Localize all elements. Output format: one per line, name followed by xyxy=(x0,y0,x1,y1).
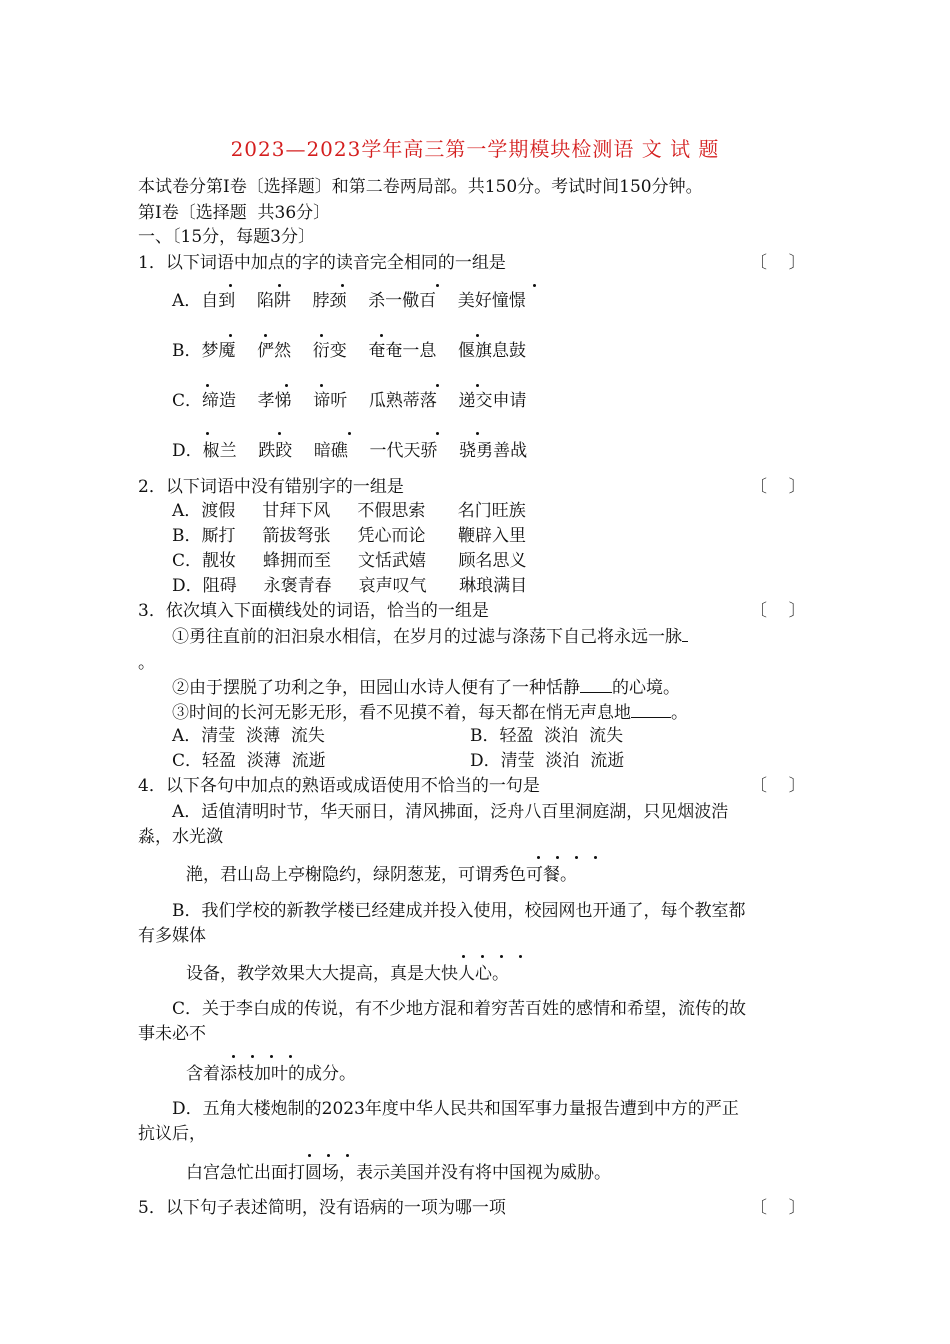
emphasis-dot xyxy=(232,1055,235,1058)
q4-option-d-line1: D．五角大楼炮制的2023年度中华人民共和国军事力量报告遭到中方的严正 xyxy=(172,1099,739,1119)
emphasis-dot xyxy=(575,856,578,859)
emphasis-dot xyxy=(500,955,503,958)
emphasis-dot xyxy=(270,1055,273,1058)
emphasis-dot xyxy=(476,432,479,435)
emphasis-dot xyxy=(533,284,536,287)
answer-bracket: 〔 〕 xyxy=(750,1198,806,1218)
q3-sentence-2-pre: ②由于摆脱了功利之争，田园山水诗人便有了一种恬静 xyxy=(172,678,580,698)
emphasis-dot xyxy=(380,334,383,337)
q3-sentence-1-text: ①勇往直前的汩汩泉水相信，在岁月的过滤与涤荡下自己将永远一脉 xyxy=(172,627,682,647)
answer-bracket: 〔 〕 xyxy=(750,253,806,273)
fill-blank xyxy=(631,701,671,718)
emphasis-dot xyxy=(341,284,344,287)
q1-option-d: D．椒兰 跌跤 暗礁 一代天骄 骁勇善战 xyxy=(172,441,528,461)
emphasis-dot xyxy=(537,856,540,859)
q3-sentence-2-post: 的心境。 xyxy=(612,678,680,698)
q3-sentence-3 xyxy=(172,701,688,724)
q3-sentence-2 xyxy=(172,676,680,699)
q2-option-d: D．阻碍 永褒青春 哀声叹气 琳琅满目 xyxy=(172,576,528,596)
emphasis-dot xyxy=(206,384,209,387)
emphasis-dot xyxy=(462,955,465,958)
question-2-stem: 2．以下词语中没有错别字的一组是 xyxy=(138,477,404,497)
emphasis-dot xyxy=(476,334,479,337)
emphasis-dot xyxy=(327,1154,330,1157)
q4-option-d-line3: 白宫急忙出面打圆场，表示美国并没有将中国视为威胁。 xyxy=(186,1163,611,1183)
q4-option-c-line2: 事未必不 xyxy=(138,1024,206,1044)
emphasis-dot xyxy=(289,1055,292,1058)
q3-sentence-1-end: 。 xyxy=(138,653,155,673)
emphasis-dot xyxy=(556,856,559,859)
q1-option-b: B．梦魇 俨然 衍变 奄奄一息 偃旗息鼓 xyxy=(172,341,526,361)
emphasis-dot xyxy=(519,955,522,958)
q3-sentence-3-pre: ③时间的长河无影无形，看不见摸不着，每天都在悄无声息地 xyxy=(172,703,631,723)
answer-bracket: 〔 〕 xyxy=(750,477,806,497)
fill-blank xyxy=(580,676,612,693)
emphasis-dot xyxy=(476,384,479,387)
q4-option-c-line3: 含着添枝加叶的成分。 xyxy=(186,1064,356,1084)
emphasis-dot xyxy=(206,432,209,435)
emphasis-dot xyxy=(264,334,267,337)
emphasis-dot xyxy=(436,384,439,387)
emphasis-dot xyxy=(436,284,439,287)
section-heading: 一、〔15分，每题3分〕 xyxy=(138,227,315,247)
q2-option-b: B．厮打 箭拔弩张 凭心而论 鞭辟入里 xyxy=(172,526,526,546)
q4-option-a-line2: 淼，水光潋 xyxy=(138,827,223,847)
q3-sentence-1 xyxy=(172,625,688,648)
q4-option-b-line3: 设备，教学效果大大提高，真是大快人心。 xyxy=(186,964,509,984)
q3-option-c: C．轻盈 淡薄 流逝 xyxy=(172,751,326,771)
emphasis-dot xyxy=(346,1154,349,1157)
exam-title: 2023—2023学年高三第一学期模块检测语 文 试 题 xyxy=(230,137,720,161)
emphasis-dot xyxy=(436,432,439,435)
emphasis-dot xyxy=(348,432,351,435)
emphasis-dot xyxy=(481,955,484,958)
emphasis-dot xyxy=(285,384,288,387)
q2-option-a: A．渡假 甘拜下风 不假思索 名门旺族 xyxy=(172,501,526,521)
answer-bracket: 〔 〕 xyxy=(750,601,806,621)
emphasis-dot xyxy=(229,334,232,337)
intro-text: 本试卷分第I卷〔选择题〕和第二卷两局部。共150分。考试时间150分钟。 xyxy=(138,177,703,197)
q4-option-a-line3: 滟，君山岛上亭榭隐约，绿阴葱茏，可谓秀色可餐。 xyxy=(186,865,577,885)
emphasis-dot xyxy=(594,856,597,859)
emphasis-dot xyxy=(308,1154,311,1157)
q2-option-c: C．靓妆 蜂拥而至 文恬武嬉 顾名思义 xyxy=(172,551,527,571)
fill-blank xyxy=(682,625,688,642)
question-5-stem: 5．以下句子表述简明，没有语病的一项为哪一项 xyxy=(138,1198,506,1218)
q3-sentence-3-post: 。 xyxy=(671,703,688,723)
part-one-heading: 第I卷〔选择题 共36分〕 xyxy=(138,203,331,223)
q3-option-b: B．轻盈 淡泊 流失 xyxy=(470,726,624,746)
answer-bracket: 〔 〕 xyxy=(750,776,806,796)
emphasis-dot xyxy=(251,1055,254,1058)
question-4-stem: 4．以下各句中加点的熟语或成语使用不恰当的一句是 xyxy=(138,776,540,796)
question-3-stem: 3．依次填入下面横线处的词语，恰当的一组是 xyxy=(138,601,489,621)
q4-option-b-line1: B．我们学校的新教学楼已经建成并投入使用，校园网也开通了，每个教室都 xyxy=(172,901,746,921)
q3-option-d: D．清莹 淡泊 流逝 xyxy=(470,751,625,771)
emphasis-dot xyxy=(320,384,323,387)
question-1-stem: 1．以下词语中加点的字的读音完全相同的一组是 xyxy=(138,253,506,273)
emphasis-dot xyxy=(278,284,281,287)
emphasis-dot xyxy=(320,334,323,337)
emphasis-dot xyxy=(278,432,281,435)
q4-option-c-line1: C．关于李白成的传说，有不少地方混和着穷苦百姓的感情和希望，流传的故 xyxy=(172,999,747,1019)
q4-option-d-line2: 抗议后， xyxy=(138,1124,206,1144)
q4-option-b-line2: 有多媒体 xyxy=(138,926,206,946)
q4-option-a-line1: A．适值清明时节，华天丽日，清风拂面，泛舟八百里洞庭湖，只见烟波浩 xyxy=(172,802,729,822)
q3-option-a: A．清莹 淡薄 流失 xyxy=(172,726,325,746)
emphasis-dot xyxy=(229,284,232,287)
q1-option-a: A．自到 陷阱 脖颈 杀一儆百 美好憧憬 xyxy=(172,291,526,311)
q1-option-c: C．缔造 孝悌 谛听 瓜熟蒂落 递交申请 xyxy=(172,391,527,411)
